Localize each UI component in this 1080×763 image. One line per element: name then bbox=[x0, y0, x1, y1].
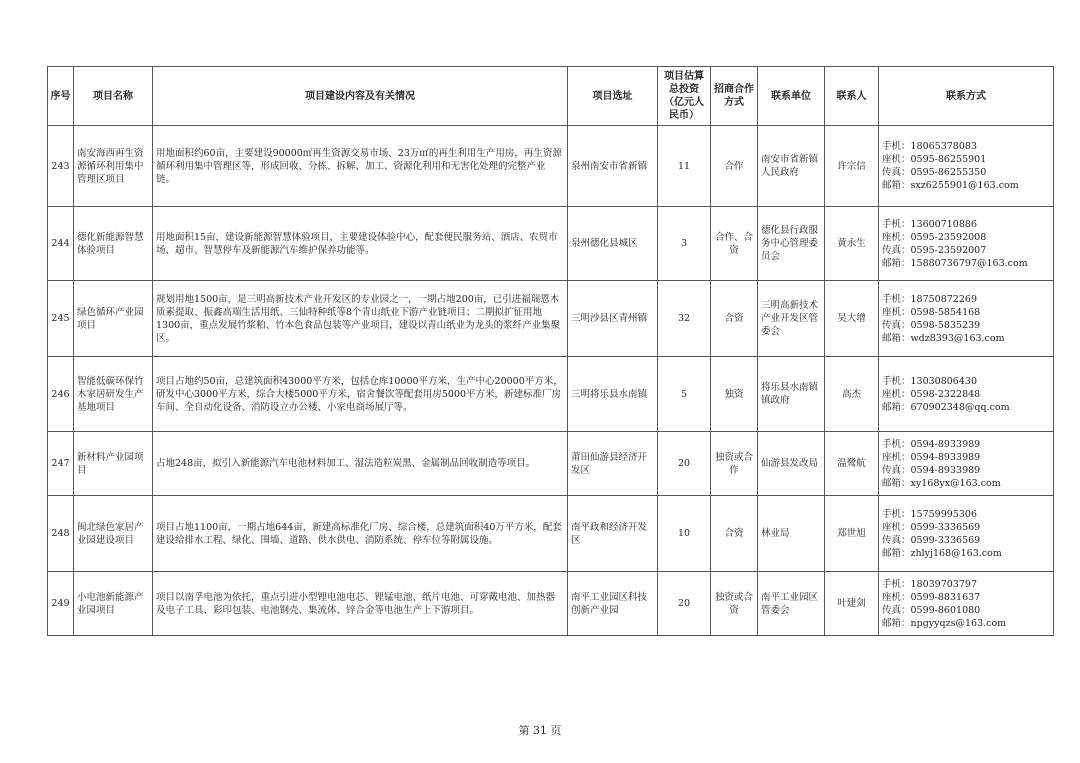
cell-unit: 德化县行政服务中心管理委员会 bbox=[758, 207, 825, 281]
contact-line: 手机：15759995306 bbox=[882, 508, 977, 520]
cell-unit: 林业局 bbox=[758, 496, 825, 572]
cell-unit: 仙游县发改局 bbox=[758, 432, 825, 496]
cell-seq: 245 bbox=[48, 281, 74, 357]
contact-line: 邮箱：sxz6255901@163.com bbox=[882, 180, 1019, 191]
cell-mode: 合作 bbox=[711, 126, 758, 207]
table-row bbox=[48, 572, 1054, 636]
cell-contact bbox=[879, 281, 1054, 357]
cell-seq: 244 bbox=[48, 207, 74, 281]
table-row bbox=[48, 496, 1054, 572]
cell-investment: 32 bbox=[658, 281, 711, 357]
cell-name: 绿色循环产业园项目 bbox=[74, 281, 153, 357]
cell-location: 莆田仙游县经济开发区 bbox=[568, 432, 658, 496]
contact-line: 座机：0595-23592008 bbox=[882, 231, 987, 243]
header-seq: 序号 bbox=[48, 67, 74, 126]
table-row bbox=[48, 432, 1054, 496]
table-row bbox=[48, 357, 1054, 432]
cell-location: 泉州南安市省新镇 bbox=[568, 126, 658, 207]
contact-line: 座机：0598-2322848 bbox=[882, 388, 981, 400]
contact-line: 传真：0598-5835239 bbox=[882, 319, 981, 331]
contact-line: 邮箱：xy168yx@163.com bbox=[882, 477, 1001, 489]
cell-location: 南平工业园区科技创新产业园 bbox=[568, 572, 658, 636]
header-name: 项目名称 bbox=[74, 67, 153, 126]
cell-unit: 三明高新技术产业开发区管委会 bbox=[758, 281, 825, 357]
contact-line: 手机：0594-8933989 bbox=[882, 438, 981, 450]
cell-name: 新材料产业园项目 bbox=[74, 432, 153, 496]
cell-mode: 合资 bbox=[711, 281, 758, 357]
cell-person: 黄永生 bbox=[825, 207, 879, 281]
cell-name: 小电池新能源产业园项目 bbox=[74, 572, 153, 636]
header-contact: 联系方式 bbox=[879, 67, 1054, 126]
contact-line: 邮箱：15880736797@163.com bbox=[882, 257, 1028, 269]
cell-investment: 5 bbox=[658, 357, 711, 432]
contact-line: 传真：0599-8601080 bbox=[882, 604, 981, 616]
cell-seq: 246 bbox=[48, 357, 74, 432]
cell-person: 吴大增 bbox=[825, 281, 879, 357]
cell-location: 三明将乐县水南镇 bbox=[568, 357, 658, 432]
cell-mode: 独资 bbox=[711, 357, 758, 432]
contact-line: 邮箱：zhlyj168@163.com bbox=[882, 547, 1002, 559]
contact-line: 座机：0594-8933989 bbox=[882, 451, 981, 463]
cell-seq: 249 bbox=[48, 572, 74, 636]
contact-line: 传真：0594-8933989 bbox=[882, 464, 981, 476]
contact-line: 邮箱：wdz8393@163.com bbox=[882, 332, 1005, 344]
contact-line: 传真：0595-23592007 bbox=[882, 244, 987, 256]
cell-mode: 合作、合资 bbox=[711, 207, 758, 281]
cell-name: 德化新能源智慧体验项目 bbox=[74, 207, 153, 281]
cell-contact bbox=[879, 432, 1054, 496]
cell-mode: 独资或合作 bbox=[711, 432, 758, 496]
contact-line: 座机：0599-8831637 bbox=[882, 591, 981, 603]
cell-mode: 独资或合资 bbox=[711, 572, 758, 636]
cell-contact bbox=[879, 496, 1054, 572]
cell-investment: 10 bbox=[658, 496, 711, 572]
cell-investment: 20 bbox=[658, 572, 711, 636]
cell-content: 占地248亩，拟引入新能源汽车电池材料加工、湿法造粒炭黑、金属制品回收制造等项目。 bbox=[153, 432, 568, 496]
cell-contact bbox=[879, 126, 1054, 207]
header-person: 联系人 bbox=[825, 67, 879, 126]
contact-line: 手机：18750872269 bbox=[882, 293, 977, 305]
project-table bbox=[47, 66, 1054, 636]
cell-investment: 3 bbox=[658, 207, 711, 281]
table-row bbox=[48, 126, 1054, 207]
cell-seq: 248 bbox=[48, 496, 74, 572]
contact-line: 座机：0598-5854168 bbox=[882, 306, 981, 318]
cell-mode: 合资 bbox=[711, 496, 758, 572]
contact-line: 传真：0595-86255350 bbox=[882, 167, 987, 178]
contact-line: 座机：0595-86255901 bbox=[882, 154, 987, 165]
contact-line: 传真：0599-3336569 bbox=[882, 534, 981, 546]
cell-content: 用地面积15亩，建设新能源智慧体验项目，主要建设体验中心，配套便民服务站、酒店、农贸市场、超市、智慧停车及新能源汽车维护保养功能等。 bbox=[153, 207, 568, 281]
cell-unit: 南平工业园区管委会 bbox=[758, 572, 825, 636]
cell-name: 闽北绿色家居产业园建设项目 bbox=[74, 496, 153, 572]
header-location: 项目选址 bbox=[568, 67, 658, 126]
cell-content: 项目占地约50亩，总建筑面积43000平方米，包括仓库10000平方米，生产中心20000平方米，研发中心3000平方米，综合大楼5000平方米，宿舍餐饮等配套用房5000平方米，新建标准厂房车间、全自动化设备、消防设立办公楼、小家电商场展厅等。 bbox=[153, 357, 568, 432]
cell-name: 智能低碳环保竹木家居研发生产基地项目 bbox=[74, 357, 153, 432]
cell-person: 郑世旭 bbox=[825, 496, 879, 572]
contact-line: 手机：18039703797 bbox=[882, 578, 977, 590]
header-unit: 联系单位 bbox=[758, 67, 825, 126]
header-mode: 招商合作方式 bbox=[711, 67, 758, 126]
cell-location: 泉州德化县城区 bbox=[568, 207, 658, 281]
cell-contact bbox=[879, 207, 1054, 281]
cell-investment: 20 bbox=[658, 432, 711, 496]
contact-line: 手机：13600710886 bbox=[882, 218, 977, 230]
cell-contact bbox=[879, 572, 1054, 636]
header-investment: 项目估算总投资（亿元人民币） bbox=[658, 67, 711, 126]
cell-person: 叶建剑 bbox=[825, 572, 879, 636]
contact-line: 座机：0599-3336569 bbox=[882, 521, 981, 533]
cell-unit: 南安市省新镇人民政府 bbox=[758, 126, 825, 207]
cell-content: 规划用地1500亩，是三明高新技术产业开发区的专业园之一，一期占地200亩，已引进福瑞恩木质素提取、振鑫高端生活用纸、三仙特种纸等8个青山纸业下游产业链项目；二期拟扩征用地1300亩，重点发展竹浆粕、竹本色食品包装等产业项目，建设以青山纸业为龙头的浆纤产业集聚区。 bbox=[153, 281, 568, 357]
cell-name: 南安海西再生资源循环利用集中管理区项目 bbox=[74, 126, 153, 207]
table-row bbox=[48, 281, 1054, 357]
cell-person: 高杰 bbox=[825, 357, 879, 432]
cell-content: 项目占地1100亩，一期占地644亩，新建高标准化厂房、综合楼，总建筑面积40万平方米，配套建设给排水工程、绿化、围墙、道路、供水供电、消防系统、停车位等附属设施。 bbox=[153, 496, 568, 572]
header-content: 项目建设内容及有关情况 bbox=[153, 67, 568, 126]
page-number: 第 31 页 bbox=[518, 724, 562, 737]
contact-line: 邮箱：670902348@qq.com bbox=[882, 401, 1010, 413]
cell-contact bbox=[879, 357, 1054, 432]
cell-unit: 将乐县水南镇镇政府 bbox=[758, 357, 825, 432]
cell-location: 南平政和经济开发区 bbox=[568, 496, 658, 572]
cell-investment: 11 bbox=[658, 126, 711, 207]
header-row bbox=[48, 67, 1054, 126]
cell-person: 温鹭航 bbox=[825, 432, 879, 496]
contact-line: 手机：13030806430 bbox=[882, 375, 977, 387]
cell-person: 许宗信 bbox=[825, 126, 879, 207]
contact-line: 邮箱：npgyyqzs@163.com bbox=[882, 617, 1007, 629]
cell-content: 项目以南孚电池为依托，重点引进小型锂电池电芯、锂锰电池、纸片电池、可穿戴电池、加热器及电子工具、彩印包装、电池钢壳、集流体、锌合金等电池生产上下游项目。 bbox=[153, 572, 568, 636]
cell-seq: 247 bbox=[48, 432, 74, 496]
contact-line: 手机：18065378083 bbox=[882, 141, 977, 152]
cell-content: 用地面积约60亩，主要建设90000㎡再生资源交易市场、23万㎡的再生利用生产用房，再生资源循环利用集中管理区等，形成回收、分拣、拆解、加工、资源化利用和无害化处理的完整产业链。 bbox=[153, 126, 568, 207]
cell-location: 三明沙县区青州镇 bbox=[568, 281, 658, 357]
cell-seq: 243 bbox=[48, 126, 74, 207]
table-row bbox=[48, 207, 1054, 281]
